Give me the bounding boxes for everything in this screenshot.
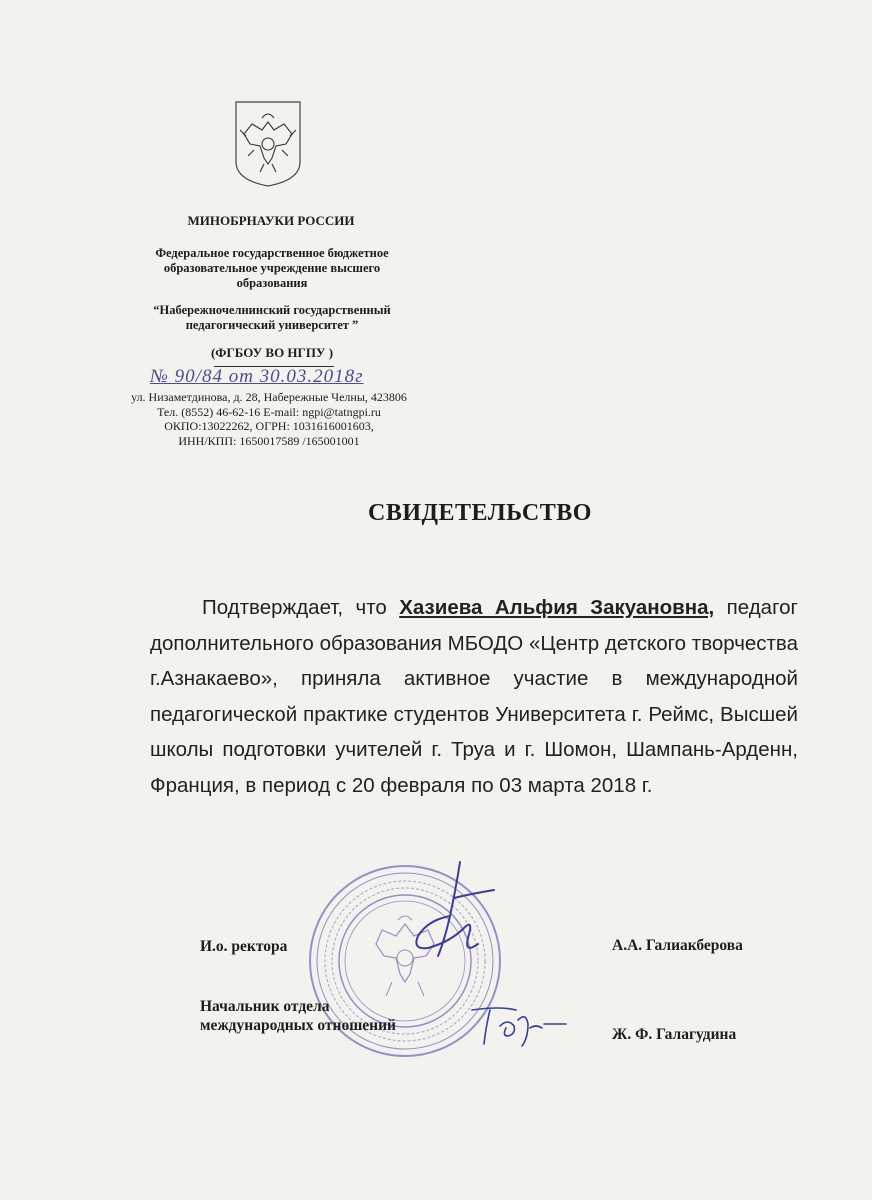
address-line: ОКПО:13022262, ОГРН: 1031616001603,: [164, 419, 374, 433]
university-line: “Набережночелнинский государственный: [153, 303, 391, 317]
organization-type: [112, 246, 432, 291]
person-name: Хазиева Альфия Закуановна,: [399, 596, 715, 619]
org-line: Федеральное государственное бюджетное: [155, 246, 389, 260]
org-line: образования: [236, 276, 308, 290]
rector-name: А.А. Галиакберова: [612, 937, 743, 954]
coat-of-arms-icon: [234, 100, 302, 188]
department-head-signature: [470, 1004, 580, 1049]
document-title: СВИДЕТЕЛЬСТВО: [368, 500, 592, 526]
university-line: педагогический университет ”: [185, 318, 359, 332]
org-line: образовательное учреждение высшего: [163, 261, 381, 275]
university-abbreviation: (ФГБОУ ВО НГПУ ): [210, 345, 334, 360]
body-lead: Подтверждает, что: [202, 596, 400, 619]
contact-details: [96, 390, 442, 448]
handwritten-registration-number: № 90/84 от 30.03.2018г: [150, 366, 364, 387]
university-name: [112, 303, 432, 333]
rector-title: И.о. ректора: [200, 938, 288, 955]
department-head-title: [200, 997, 396, 1035]
address-line: ИНН/КПП: 1650017589 /165001001: [178, 433, 360, 448]
department-title-line: Начальник отдела: [200, 998, 330, 1015]
ministry-name: МИНОБРНАУКИ РОССИИ: [187, 213, 355, 228]
address-line: ул. Низаметдинова, д. 28, Набережные Челны, 423806: [131, 390, 407, 404]
department-head-name: Ж. Ф. Галагудина: [612, 1026, 737, 1043]
rector-signature: [398, 858, 508, 968]
body-rest: педагог дополнительного образования МБОДО «Центр детского творчества г.Азнакаево», приняла активное участие в международной педагогической практике студентов Университета г. Реймс, Высшей школы подготовки учителей г. Труа и г. Шомон, Шампань-Арденн, Франция, в период с 20 февраля по 03 марта 2018 г.: [150, 596, 798, 797]
department-title-line: международных отношений: [200, 1017, 396, 1034]
certificate-body: [150, 590, 798, 803]
address-line: Тел. (8552) 46-62-16 E-mail: ngpi@tatngpi.ru: [157, 404, 381, 419]
